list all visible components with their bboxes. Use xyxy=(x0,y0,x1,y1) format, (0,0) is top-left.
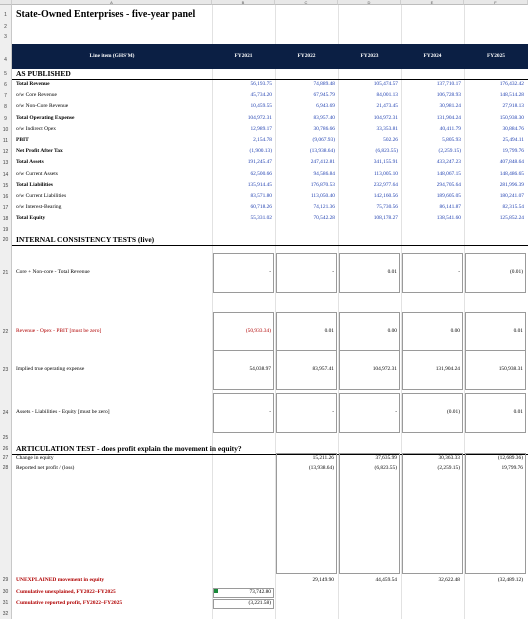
data-cell[interactable]: 341,155.91 xyxy=(373,159,398,166)
data-cell[interactable]: 2,154.78 xyxy=(253,137,272,143)
test-cell-value: 0.00 xyxy=(387,328,397,334)
row-number[interactable]: 26 xyxy=(0,445,12,453)
row-number[interactable]: 13 xyxy=(0,158,12,168)
row-number[interactable]: 2 xyxy=(0,23,12,31)
articulation-label[interactable]: Change in equity xyxy=(16,455,54,461)
articulation-box xyxy=(276,453,337,574)
data-cell[interactable]: 30,884.76 xyxy=(502,125,524,132)
data-cell[interactable]: 62,500.66 xyxy=(250,170,272,177)
year-header-fy2023[interactable]: FY2023 xyxy=(360,53,379,59)
data-cell[interactable]: 247,412.81 xyxy=(310,159,335,166)
cumulative-label[interactable]: Cumulative unexplained, FY2022–FY2025 xyxy=(16,589,116,595)
articulation-value[interactable]: (6,823.55) xyxy=(374,465,397,471)
line-item-label[interactable]: PBIT xyxy=(16,137,29,143)
row-number[interactable]: 12 xyxy=(0,147,12,157)
row-number[interactable]: 8 xyxy=(0,102,12,112)
data-cell[interactable]: 33,353.81 xyxy=(376,125,398,132)
row-number[interactable]: 11 xyxy=(0,136,12,146)
data-cell[interactable]: 74,121.36 xyxy=(313,204,335,211)
row-number[interactable]: 17 xyxy=(0,203,12,213)
section-internal-tests[interactable]: INTERNAL CONSISTENCY TESTS (live) xyxy=(16,235,155,244)
row-number[interactable]: 6 xyxy=(0,80,12,90)
articulation-value[interactable]: 30,363.33 xyxy=(438,455,460,461)
line-item-label[interactable]: o/w Non-Core Revenue xyxy=(16,103,69,110)
column-header-a[interactable]: A xyxy=(12,0,212,5)
data-cell[interactable]: 60,718.26 xyxy=(250,204,272,211)
data-cell[interactable]: 55,331.02 xyxy=(250,215,272,222)
column-header-b[interactable]: B xyxy=(212,0,275,5)
line-item-label[interactable]: o/w Core Revenue xyxy=(16,92,57,99)
articulation-box xyxy=(339,453,400,574)
data-cell[interactable]: 502.26 xyxy=(383,137,398,143)
row-number[interactable]: 4 xyxy=(0,56,12,64)
data-cell[interactable]: 75,730.56 xyxy=(376,204,398,211)
data-cell[interactable]: 176,870.53 xyxy=(310,181,335,188)
data-cell[interactable]: 135,914.45 xyxy=(247,181,272,188)
line-item-label[interactable]: Total Equity xyxy=(16,215,46,222)
data-cell[interactable]: 83,571.80 xyxy=(250,193,272,199)
data-cell[interactable]: 113,005.10 xyxy=(373,170,398,177)
test-cell-value: 83,957.41 xyxy=(312,366,334,372)
data-cell[interactable]: 176,432.42 xyxy=(499,81,524,87)
row-number[interactable]: 21 xyxy=(0,269,12,277)
cumulative-value: (3,221.58) xyxy=(248,600,271,606)
data-cell[interactable]: 10,459.55 xyxy=(250,103,272,110)
test-cell-value: (0.01) xyxy=(509,269,523,275)
data-cell[interactable]: 148,067.15 xyxy=(436,170,461,177)
sheet-title[interactable]: State-Owned Enterprises - five-year panel xyxy=(16,9,196,20)
row-number[interactable]: 32 xyxy=(0,610,12,618)
data-cell[interactable]: 142,160.56 xyxy=(373,193,398,199)
data-cell[interactable]: 294,705.64 xyxy=(436,181,461,188)
line-item-label[interactable]: Total Assets xyxy=(16,159,44,166)
articulation-value[interactable]: (12,689.36) xyxy=(497,455,523,461)
articulation-value[interactable]: 19,799.76 xyxy=(501,465,523,471)
selected-cell-marker xyxy=(214,589,218,593)
row-number[interactable]: 15 xyxy=(0,181,12,191)
unexplained-label[interactable]: UNEXPLAINED movement in equity xyxy=(16,577,105,583)
row-number[interactable]: 25 xyxy=(0,434,12,442)
data-cell[interactable]: 138,541.60 xyxy=(436,215,461,222)
line-item-label[interactable]: Total Liabilities xyxy=(16,181,53,188)
test-cell-value: (0.01) xyxy=(446,409,460,415)
column-header-f[interactable]: F xyxy=(464,0,528,5)
data-cell[interactable]: 433,247.23 xyxy=(436,159,461,166)
line-item-label[interactable]: Total Revenue xyxy=(16,81,50,87)
test-cell-value: 150,938.31 xyxy=(498,366,523,372)
row-number[interactable]: 19 xyxy=(0,226,12,234)
data-cell[interactable]: 27,918.13 xyxy=(502,103,524,110)
data-cell[interactable]: 82,315.54 xyxy=(502,204,524,211)
data-cell[interactable]: 113,050.40 xyxy=(310,193,335,199)
row-number[interactable]: 28 xyxy=(0,464,12,473)
test-cell-value: (50,933.34) xyxy=(245,328,271,334)
data-cell[interactable]: 148,514.28 xyxy=(499,92,524,99)
test-cell-value: 0.01 xyxy=(387,269,397,275)
section-underline xyxy=(12,79,528,80)
unexplained-value[interactable]: 44,459.54 xyxy=(375,577,397,583)
data-cell[interactable]: 407,848.64 xyxy=(499,159,524,166)
data-cell[interactable]: 40,411.79 xyxy=(439,125,461,132)
articulation-box xyxy=(465,453,526,574)
data-cell[interactable]: 5,805.93 xyxy=(442,137,461,143)
data-cell[interactable]: 83,957.40 xyxy=(313,114,335,121)
line-item-header[interactable]: Line item (GHS'M) xyxy=(89,53,135,59)
data-cell[interactable]: 30,786.66 xyxy=(313,125,335,132)
line-item-label[interactable]: o/w Interest-Bearing xyxy=(16,204,62,211)
data-cell[interactable]: 131,904.24 xyxy=(436,114,461,121)
articulation-value[interactable]: (2,259.15) xyxy=(437,465,460,471)
test-cell-value: - xyxy=(332,409,334,415)
data-cell[interactable]: (6,823.55) xyxy=(375,148,398,155)
line-item-label[interactable]: o/w Current Assets xyxy=(16,170,58,177)
data-cell[interactable]: 105,474.57 xyxy=(373,81,398,87)
row-number[interactable]: 5 xyxy=(0,70,12,78)
test-cell-value: 104,972.31 xyxy=(372,366,397,372)
test-cell-value: - xyxy=(458,269,460,275)
data-cell[interactable]: 189,605.05 xyxy=(436,193,461,199)
row-number[interactable]: 14 xyxy=(0,170,12,180)
line-item-label[interactable]: Total Operating Expense xyxy=(16,114,75,121)
year-header-fy2025[interactable]: FY2025 xyxy=(487,53,505,59)
data-cell[interactable]: 281,996.39 xyxy=(499,181,524,188)
test-cell-value: - xyxy=(269,269,271,275)
test-cell-value: 0.01 xyxy=(513,409,523,415)
data-cell[interactable]: 137,710.17 xyxy=(436,81,461,87)
line-item-label[interactable]: o/w Current Liabilities xyxy=(16,193,67,199)
data-cell[interactable]: 150,938.30 xyxy=(499,114,524,121)
data-cell[interactable]: 106,728.93 xyxy=(436,92,461,99)
section-underline xyxy=(12,245,528,246)
data-cell[interactable]: 104,972.31 xyxy=(247,114,272,121)
test-label[interactable]: Implied true operating expense xyxy=(16,366,85,372)
articulation-value[interactable]: (13,938.64) xyxy=(308,465,334,471)
data-cell[interactable]: 56,193.75 xyxy=(250,81,272,87)
row-number[interactable]: 3 xyxy=(0,33,12,41)
data-cell[interactable]: 108,178.27 xyxy=(373,215,398,222)
row-number[interactable]: 10 xyxy=(0,125,12,135)
row-number[interactable]: 22 xyxy=(0,328,12,336)
row-number[interactable]: 18 xyxy=(0,214,12,224)
data-cell[interactable]: 232,977.64 xyxy=(373,181,398,188)
row-number[interactable]: 16 xyxy=(0,192,12,202)
test-label[interactable]: Core + Non-core - Total Revenue xyxy=(16,269,90,275)
test-cell-value: 0.00 xyxy=(450,328,460,334)
section-as-published[interactable]: AS PUBLISHED xyxy=(16,69,71,78)
test-cell-value: 131,904.24 xyxy=(435,366,460,372)
row-number[interactable]: 20 xyxy=(0,236,12,244)
data-cell[interactable]: 148,486.65 xyxy=(499,170,524,177)
data-cell[interactable]: 25,494.11 xyxy=(502,137,524,143)
data-cell[interactable]: 86,141.87 xyxy=(439,204,461,211)
test-cell-value: 0.01 xyxy=(513,328,523,334)
data-cell[interactable]: 19,799.76 xyxy=(502,148,524,155)
year-header-fy2021[interactable]: FY2021 xyxy=(234,53,253,59)
column-header-c[interactable]: C xyxy=(275,0,338,5)
data-cell[interactable]: (2,259.15) xyxy=(438,148,461,155)
line-item-label[interactable]: Net Profit After Tax xyxy=(16,148,63,155)
articulation-box xyxy=(402,453,463,574)
data-cell[interactable]: 104,972.31 xyxy=(373,114,398,121)
data-cell[interactable]: 70,542.28 xyxy=(313,215,335,222)
row-number[interactable]: 9 xyxy=(0,114,12,124)
data-cell[interactable]: (1,900.13) xyxy=(249,148,272,155)
row-number[interactable]: 30 xyxy=(0,588,12,597)
data-cell[interactable]: 84,001.13 xyxy=(376,92,398,99)
unexplained-value[interactable]: (32,489.12) xyxy=(497,577,523,583)
test-cell-value: - xyxy=(269,409,271,415)
data-cell[interactable]: 180,241.07 xyxy=(499,193,524,199)
data-cell[interactable]: 74,889.48 xyxy=(313,81,335,87)
row-number[interactable]: 7 xyxy=(0,91,12,101)
row-number[interactable]: 1 xyxy=(0,10,12,20)
data-cell[interactable]: 94,586.84 xyxy=(313,170,335,177)
data-cell[interactable]: 12,989.17 xyxy=(250,125,272,132)
year-header-fy2024[interactable]: FY2024 xyxy=(423,53,442,59)
row-number[interactable]: 27 xyxy=(0,454,12,463)
row-number[interactable]: 29 xyxy=(0,576,12,585)
unexplained-value[interactable]: 29,149.90 xyxy=(312,577,334,583)
data-cell[interactable]: 6,943.69 xyxy=(316,103,335,110)
articulation-value[interactable]: 15,211.26 xyxy=(312,455,334,461)
unexplained-value[interactable]: 32,622.48 xyxy=(438,577,460,583)
data-cell[interactable]: (13,938.64) xyxy=(309,148,335,155)
articulation-value[interactable]: 37,635.99 xyxy=(375,455,397,461)
articulation-label[interactable]: Reported net profit / (loss) xyxy=(16,465,75,471)
test-cell-value: - xyxy=(332,269,334,275)
test-cell-value: 0.01 xyxy=(324,328,334,334)
test-label[interactable]: Revenue - Opex - PBIT [must be zero] xyxy=(16,328,102,334)
test-cell-value: 54,038.97 xyxy=(249,366,271,372)
column-header-d[interactable]: D xyxy=(338,0,401,5)
cumulative-value: 73,742.80 xyxy=(249,589,271,595)
row-number[interactable]: 23 xyxy=(0,366,12,374)
year-header-fy2022[interactable]: FY2022 xyxy=(297,53,316,59)
section-articulation[interactable]: ARTICULATION TEST - does profit explain the movement in equity? xyxy=(16,444,242,453)
data-cell[interactable]: 30,981.24 xyxy=(439,103,461,110)
cumulative-label[interactable]: Cumulative reported profit, FY2022–FY2025 xyxy=(16,600,123,606)
row-number[interactable]: 24 xyxy=(0,409,12,417)
data-cell[interactable]: 191,245.47 xyxy=(247,159,272,166)
test-cell-value: - xyxy=(395,409,397,415)
data-cell[interactable]: 125,852.24 xyxy=(499,215,524,222)
data-cell[interactable]: 21,473.45 xyxy=(376,103,398,110)
test-label[interactable]: Assets - Liabilities - Equity [must be zero] xyxy=(16,409,110,415)
column-header-e[interactable]: E xyxy=(401,0,464,5)
data-cell[interactable]: 67,945.79 xyxy=(313,92,335,99)
row-number[interactable]: 31 xyxy=(0,599,12,608)
data-cell[interactable]: (9,067.93) xyxy=(312,137,335,143)
data-cell[interactable]: 45,734.20 xyxy=(250,92,272,99)
line-item-label[interactable]: o/w Indirect Opex xyxy=(16,125,57,132)
